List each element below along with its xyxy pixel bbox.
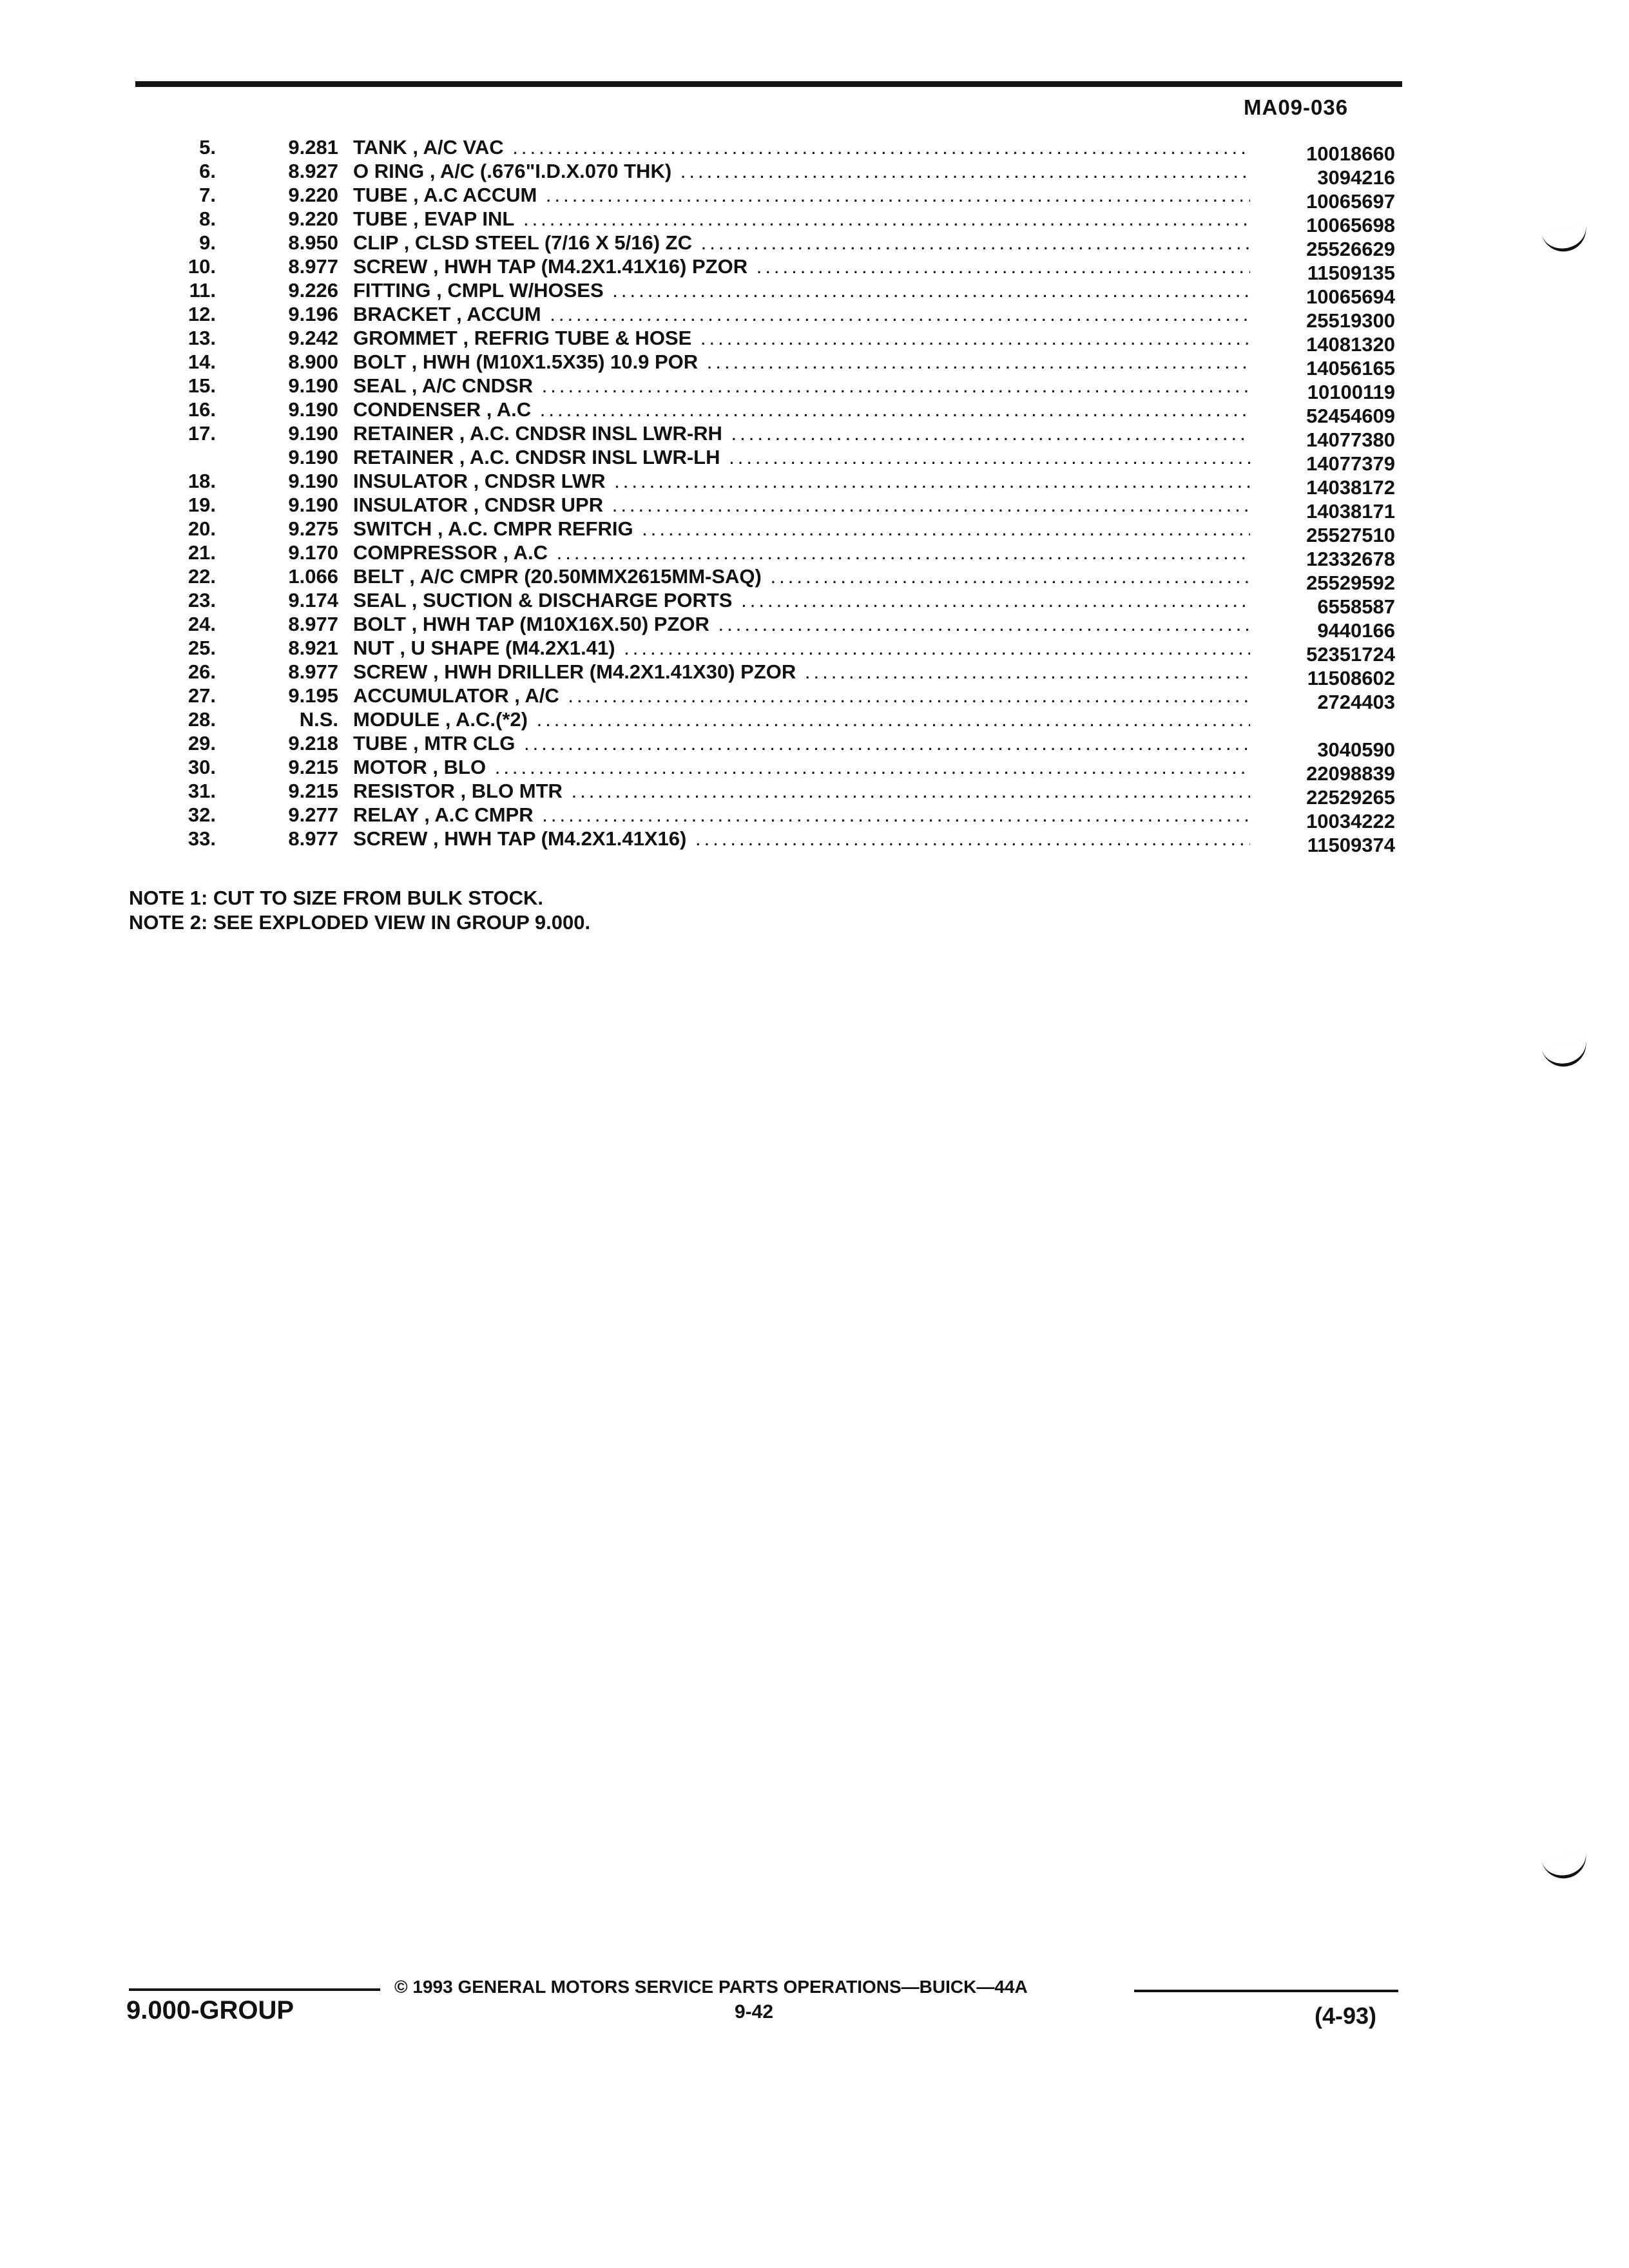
part-number: 25529592 [1306, 572, 1395, 594]
part-description: COMPRESSOR , A.C ..... [353, 541, 1250, 564]
part-number: 22098839 [1306, 762, 1395, 785]
part-group-number: 9.174 [288, 589, 338, 611]
part-row [0, 779, 1629, 809]
part-description: BELT , A/C CMPR (20.50MMX2615MM-SAQ) ..... [353, 564, 1250, 588]
part-item-number: 12. [188, 303, 216, 325]
part-group-number: 9.277 [288, 803, 338, 826]
footer-rule-left [129, 1988, 380, 1991]
part-row [0, 302, 1629, 332]
part-group-number: 9.195 [288, 684, 338, 707]
part-number: 3040590 [1317, 738, 1395, 761]
footer-rule-right [1134, 1990, 1398, 1992]
part-item-number: 28. [188, 708, 216, 731]
part-group-number: 8.900 [288, 351, 338, 373]
part-group-number: 9.190 [288, 398, 338, 421]
part-row [0, 278, 1629, 308]
part-row [0, 612, 1629, 642]
part-item-number: 8. [199, 207, 216, 230]
part-item-number: 11. [189, 279, 216, 302]
part-item-number: 20. [188, 517, 216, 540]
part-group-number: 9.196 [288, 303, 338, 325]
part-number: 6558587 [1317, 595, 1395, 618]
part-description: CLIP , CLSD STEEL (7/16 X 5/16) ZC ..... [353, 231, 1250, 255]
part-row [0, 636, 1629, 666]
part-group-number: 1.066 [288, 565, 338, 588]
part-number: 25527510 [1306, 524, 1395, 546]
part-item-number: 18. [188, 470, 216, 492]
part-group-number: 9.220 [288, 207, 338, 230]
part-item-number: 9. [199, 231, 216, 254]
part-number: 25526629 [1306, 238, 1395, 260]
part-row [0, 207, 1629, 236]
part-group-number: 9.215 [288, 756, 338, 778]
part-description: SEAL , A/C CNDSR ..... [353, 374, 1250, 398]
part-description: BRACKET , ACCUM ..... [353, 302, 1250, 326]
part-number: 52454609 [1306, 405, 1395, 427]
part-group-number: 9.190 [288, 494, 338, 516]
part-description: TUBE , A.C ACCUM ..... [353, 183, 1250, 207]
part-row [0, 564, 1629, 594]
part-description: MOTOR , BLO ..... [353, 755, 1250, 779]
part-row [0, 255, 1629, 284]
part-row [0, 469, 1629, 499]
part-row [0, 731, 1629, 761]
part-number: 14038171 [1306, 500, 1395, 523]
part-description: TANK , A/C VAC ..... [353, 135, 1250, 159]
part-number: 25519300 [1306, 309, 1395, 332]
part-description: TUBE , MTR CLG ..... [353, 731, 1250, 755]
part-number: 14077379 [1306, 452, 1395, 475]
part-item-number: 29. [188, 732, 216, 754]
part-row [0, 159, 1629, 189]
footer-group: 9.000-GROUP [126, 1996, 294, 2024]
part-group-number: 8.977 [288, 660, 338, 683]
part-row [0, 517, 1629, 546]
part-description: RESISTOR , BLO MTR ..... [353, 779, 1250, 803]
part-group-number: 8.977 [288, 827, 338, 850]
part-item-number: 17. [188, 422, 216, 445]
part-number: 10065698 [1306, 214, 1395, 236]
part-description: SCREW , HWH TAP (M4.2X1.41X16) PZOR ..... [353, 255, 1250, 278]
part-number: 10034222 [1306, 810, 1395, 832]
part-description: BOLT , HWH (M10X1.5X35) 10.9 POR ..... [353, 350, 1250, 374]
part-row [0, 803, 1629, 832]
footer-date: (4-93) [1315, 2003, 1377, 2029]
part-description: GROMMET , REFRIG TUBE & HOSE ..... [353, 326, 1250, 350]
footer-copyright: © 1993 GENERAL MOTORS SERVICE PARTS OPERATIONS—BUICK—44A [394, 1977, 1028, 1997]
part-number: 52351724 [1306, 643, 1395, 666]
part-row [0, 684, 1629, 713]
part-row [0, 183, 1629, 213]
part-item-number: 14. [188, 351, 216, 373]
part-row [0, 326, 1629, 356]
part-description: RETAINER , A.C. CNDSR INSL LWR-LH ..... [353, 445, 1250, 469]
part-row [0, 707, 1629, 731]
footer-page-number: 9-42 [735, 2001, 774, 2023]
part-row [0, 445, 1629, 475]
part-number: 10065697 [1306, 190, 1395, 213]
part-group-number: 9.215 [288, 780, 338, 802]
part-item-number: 23. [188, 589, 216, 611]
part-group-number: 9.226 [288, 279, 338, 302]
part-description: ACCUMULATOR , A/C ..... [353, 684, 1250, 707]
part-row [0, 755, 1629, 785]
part-description: SWITCH , A.C. CMPR REFRIG ..... [353, 517, 1250, 541]
part-number: 2724403 [1317, 691, 1395, 713]
part-row [0, 541, 1629, 570]
part-description: FITTING , CMPL W/HOSES ..... [353, 278, 1250, 302]
part-number: 22529265 [1306, 786, 1395, 809]
part-group-number: 9.275 [288, 517, 338, 540]
part-item-number: 5. [199, 136, 216, 159]
part-number: 11508602 [1307, 667, 1395, 689]
part-row [0, 827, 1629, 856]
part-item-number: 30. [188, 756, 216, 778]
part-group-number: 8.977 [288, 255, 338, 278]
part-description: SEAL , SUCTION & DISCHARGE PORTS ..... [353, 588, 1250, 612]
part-group-number: 9.281 [288, 136, 338, 159]
note-2: NOTE 2: SEE EXPLODED VIEW IN GROUP 9.000. [129, 911, 591, 934]
part-group-number: 9.190 [288, 470, 338, 492]
part-description: RETAINER , A.C. CNDSR INSL LWR-RH ..... [353, 421, 1250, 445]
part-row [0, 231, 1629, 260]
part-item-number: 24. [188, 613, 216, 635]
part-row [0, 660, 1629, 689]
part-description: TUBE , EVAP INL ..... [353, 207, 1250, 231]
part-number: 11509135 [1307, 262, 1395, 284]
part-number: 10100119 [1307, 381, 1395, 403]
part-number: 11509374 [1307, 834, 1395, 856]
punch-mark-icon [1541, 1851, 1590, 1883]
part-item-number: 21. [188, 541, 216, 564]
part-number: 10018660 [1306, 142, 1395, 165]
part-item-number: 31. [188, 780, 216, 802]
part-group-number: 9.220 [288, 184, 338, 206]
part-description: MODULE , A.C.(*2) ..... [353, 707, 1250, 731]
part-description: INSULATOR , CNDSR LWR ..... [353, 469, 1250, 493]
part-item-number: 13. [188, 327, 216, 349]
part-row [0, 398, 1629, 427]
part-item-number: 19. [188, 494, 216, 516]
part-item-number: 26. [188, 660, 216, 683]
part-description: O RING , A/C (.676"I.D.X.070 THK) ..... [353, 159, 1250, 183]
top-rule [135, 81, 1402, 87]
part-group-number: 9.190 [288, 422, 338, 445]
part-number: 14038172 [1306, 476, 1395, 499]
part-row [0, 421, 1629, 451]
part-item-number: 10. [188, 255, 216, 278]
part-row [0, 493, 1629, 523]
part-number: 12332678 [1306, 548, 1395, 570]
part-row [0, 350, 1629, 380]
part-group-number: 8.927 [288, 160, 338, 182]
part-description: BOLT , HWH TAP (M10X16X.50) PZOR ..... [353, 612, 1250, 636]
part-item-number: 7. [199, 184, 216, 206]
part-group-number: N.S. [299, 708, 338, 731]
part-item-number: 33. [188, 827, 216, 850]
part-group-number: 9.242 [288, 327, 338, 349]
part-row [0, 135, 1629, 165]
part-group-number: 9.190 [288, 446, 338, 468]
notes [129, 886, 590, 935]
part-description: NUT , U SHAPE (M4.2X1.41) ..... [353, 636, 1250, 660]
part-row [0, 374, 1629, 403]
part-item-number: 27. [188, 684, 216, 707]
part-group-number: 8.921 [288, 637, 338, 659]
part-number: 14081320 [1306, 333, 1395, 356]
note-1: NOTE 1: CUT TO SIZE FROM BULK STOCK. [129, 887, 543, 909]
part-group-number: 9.190 [288, 374, 338, 397]
part-description: RELAY , A.C CMPR ..... [353, 803, 1250, 827]
part-item-number: 25. [188, 637, 216, 659]
part-number: 10065694 [1306, 285, 1395, 308]
page-code: MA09-036 [1244, 95, 1349, 119]
part-group-number: 8.950 [288, 231, 338, 254]
part-number: 14056165 [1306, 357, 1395, 380]
part-group-number: 8.977 [288, 613, 338, 635]
part-item-number: 15. [188, 374, 216, 397]
part-number: 14077380 [1306, 428, 1395, 451]
part-item-number: 6. [199, 160, 216, 182]
part-item-number: 16. [188, 398, 216, 421]
part-number: 3094216 [1317, 166, 1395, 189]
part-number: 9440166 [1317, 619, 1395, 642]
part-description: CONDENSER , A.C ..... [353, 398, 1250, 421]
part-item-number: 22. [188, 565, 216, 588]
part-description: INSULATOR , CNDSR UPR ..... [353, 493, 1250, 517]
part-description: SCREW , HWH DRILLER (M4.2X1.41X30) PZOR ..... [353, 660, 1250, 684]
part-row [0, 588, 1629, 618]
punch-mark-icon [1541, 1039, 1590, 1071]
part-group-number: 9.218 [288, 732, 338, 754]
part-group-number: 9.170 [288, 541, 338, 564]
part-description: SCREW , HWH TAP (M4.2X1.41X16) ..... [353, 827, 1250, 850]
part-item-number: 32. [188, 803, 216, 826]
